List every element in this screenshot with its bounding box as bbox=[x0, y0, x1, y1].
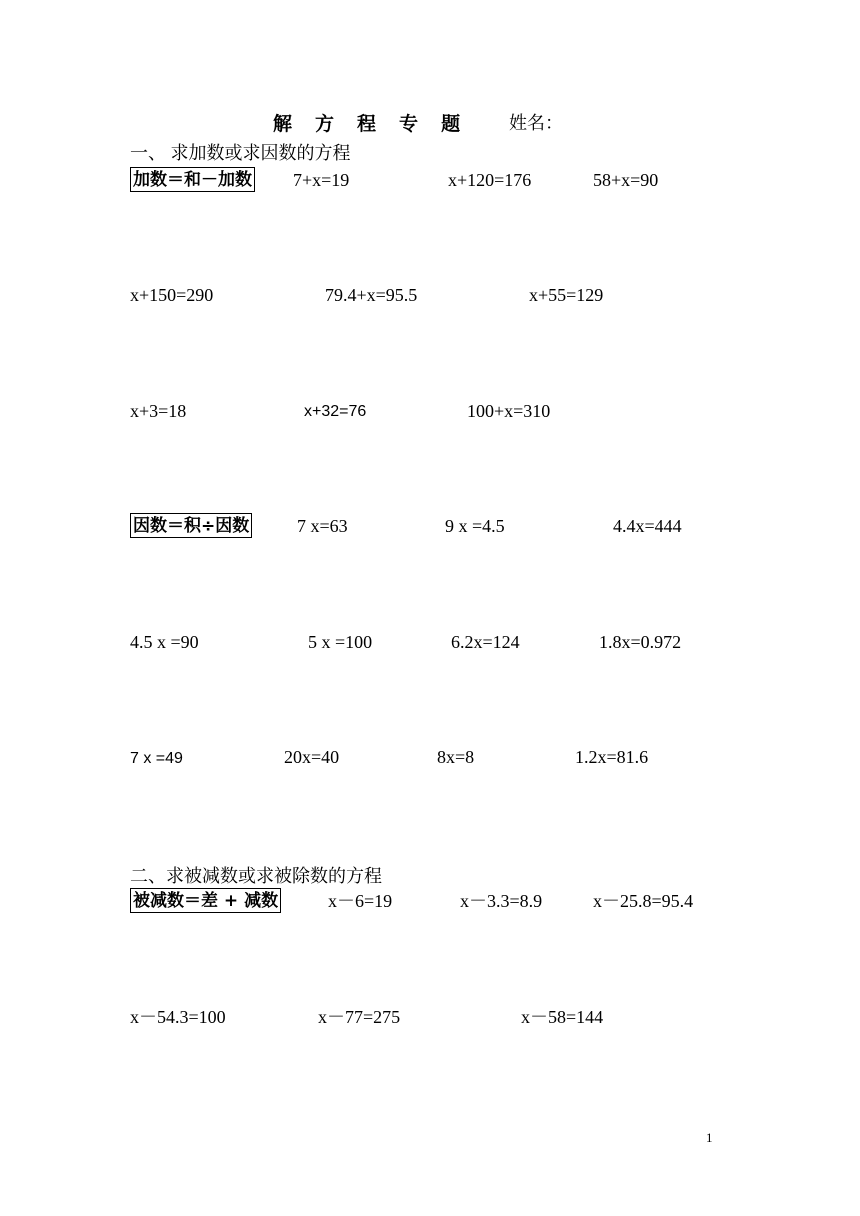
equation: 20x=40 bbox=[284, 747, 340, 767]
equation: 1.2x=81.6 bbox=[575, 747, 649, 767]
equation: 7 x=63 bbox=[297, 516, 348, 536]
equation: x+3=18 bbox=[130, 401, 187, 421]
rule-box-addend: 加数＝和－加数 bbox=[130, 167, 255, 192]
section-1-heading: 一、 求加数或求因数的方程 bbox=[130, 143, 351, 163]
equation: 5 x =100 bbox=[308, 632, 373, 652]
title-char: 解 bbox=[273, 114, 293, 135]
worksheet-title bbox=[273, 109, 483, 136]
title-char: 题 bbox=[441, 114, 461, 135]
equation: x－58=144 bbox=[521, 1007, 604, 1027]
equation: x－77=275 bbox=[318, 1007, 401, 1027]
title-char: 程 bbox=[357, 114, 377, 135]
equation: 1.8x=0.972 bbox=[599, 632, 682, 652]
equation: x－54.3=100 bbox=[130, 1007, 226, 1027]
equation: 6.2x=124 bbox=[451, 632, 520, 652]
name-label: 姓名： bbox=[509, 113, 563, 133]
equation: 9 x =4.5 bbox=[445, 516, 505, 536]
page-number: 1 bbox=[706, 1130, 713, 1145]
equation: x－25.8=95.4 bbox=[593, 891, 694, 911]
equation: 4.5 x =90 bbox=[130, 632, 199, 652]
equation: 58+x=90 bbox=[593, 170, 659, 190]
rule-box-factor: 因数＝积÷因数 bbox=[130, 513, 252, 538]
equation: 4.4x=444 bbox=[613, 516, 682, 536]
equation: 7 x =49 bbox=[130, 750, 183, 767]
equation: 8x=8 bbox=[437, 747, 475, 767]
equation: x+32=76 bbox=[304, 403, 367, 420]
equation: x+150=290 bbox=[130, 285, 214, 305]
equation: 79.4+x=95.5 bbox=[325, 285, 418, 305]
rule-box-minuend: 被减数＝差 + 减数 bbox=[130, 888, 281, 913]
equation: x－6=19 bbox=[328, 891, 393, 911]
equation: x－3.3=8.9 bbox=[460, 891, 543, 911]
title-char: 方 bbox=[315, 114, 335, 135]
title-char: 专 bbox=[399, 114, 419, 135]
equation: 7+x=19 bbox=[293, 170, 350, 190]
equation: 100+x=310 bbox=[467, 401, 551, 421]
equation: x+120=176 bbox=[448, 170, 532, 190]
equation: x+55=129 bbox=[529, 285, 604, 305]
section-2-heading: 二、求被减数或求被除数的方程 bbox=[130, 866, 382, 886]
